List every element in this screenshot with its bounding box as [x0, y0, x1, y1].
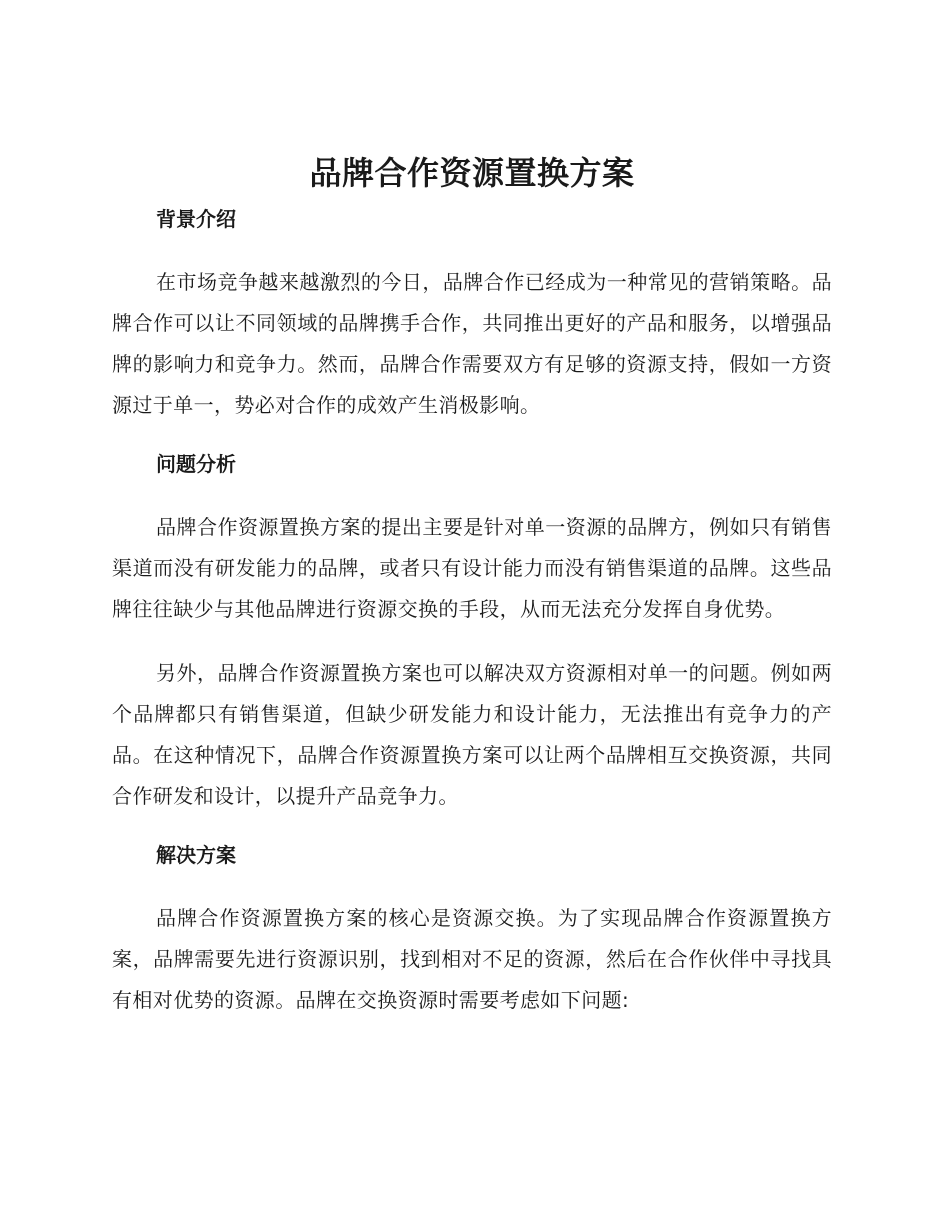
paragraph-solution-1: 品牌合作资源置换方案的核心是资源交换。为了实现品牌合作资源置换方案，品牌需要先进行资源识别，找到相对不足的资源，然后在合作伙伴中寻找具有相对优势的资源。品牌在交换资源时需要考虑如下问题:: [112, 906, 832, 1012]
document-title: 品牌合作资源置换方案: [309, 154, 635, 192]
paragraph-problem-analysis-2: 另外，品牌合作资源置换方案也可以解决双方资源相对单一的问题。例如两个品牌都只有销售渠道，但缺少研发能力和设计能力，无法推出有竞争力的产品。在这种情况下，品牌合作资源置换方案可以让两个品牌相互交换资源，共同合作研发和设计，以提升产品竞争力。: [112, 661, 832, 808]
section-heading-background: 背景介绍: [156, 207, 236, 231]
document-page: [112, 150, 832, 1021]
section-heading-problem-analysis: 问题分析: [156, 452, 236, 476]
paragraph-problem-analysis-1: 品牌合作资源置换方案的提出主要是针对单一资源的品牌方，例如只有销售渠道而没有研发能力的品牌，或者只有设计能力而没有销售渠道的品牌。这些品牌往往缺少与其他品牌进行资源交换的手段，从而无法充分发挥自身优势。: [112, 515, 832, 621]
paragraph-background-1: 在市场竞争越来越激烈的今日，品牌合作已经成为一种常见的营销策略。品牌合作可以让不同领域的品牌携手合作，共同推出更好的产品和服务，以增强品牌的影响力和竞争力。然而，品牌合作需要双方有足够的资源支持，假如一方资源过于单一，势必对合作的成效产生消极影响。: [112, 270, 832, 417]
section-heading-solution: 解决方案: [156, 843, 236, 867]
